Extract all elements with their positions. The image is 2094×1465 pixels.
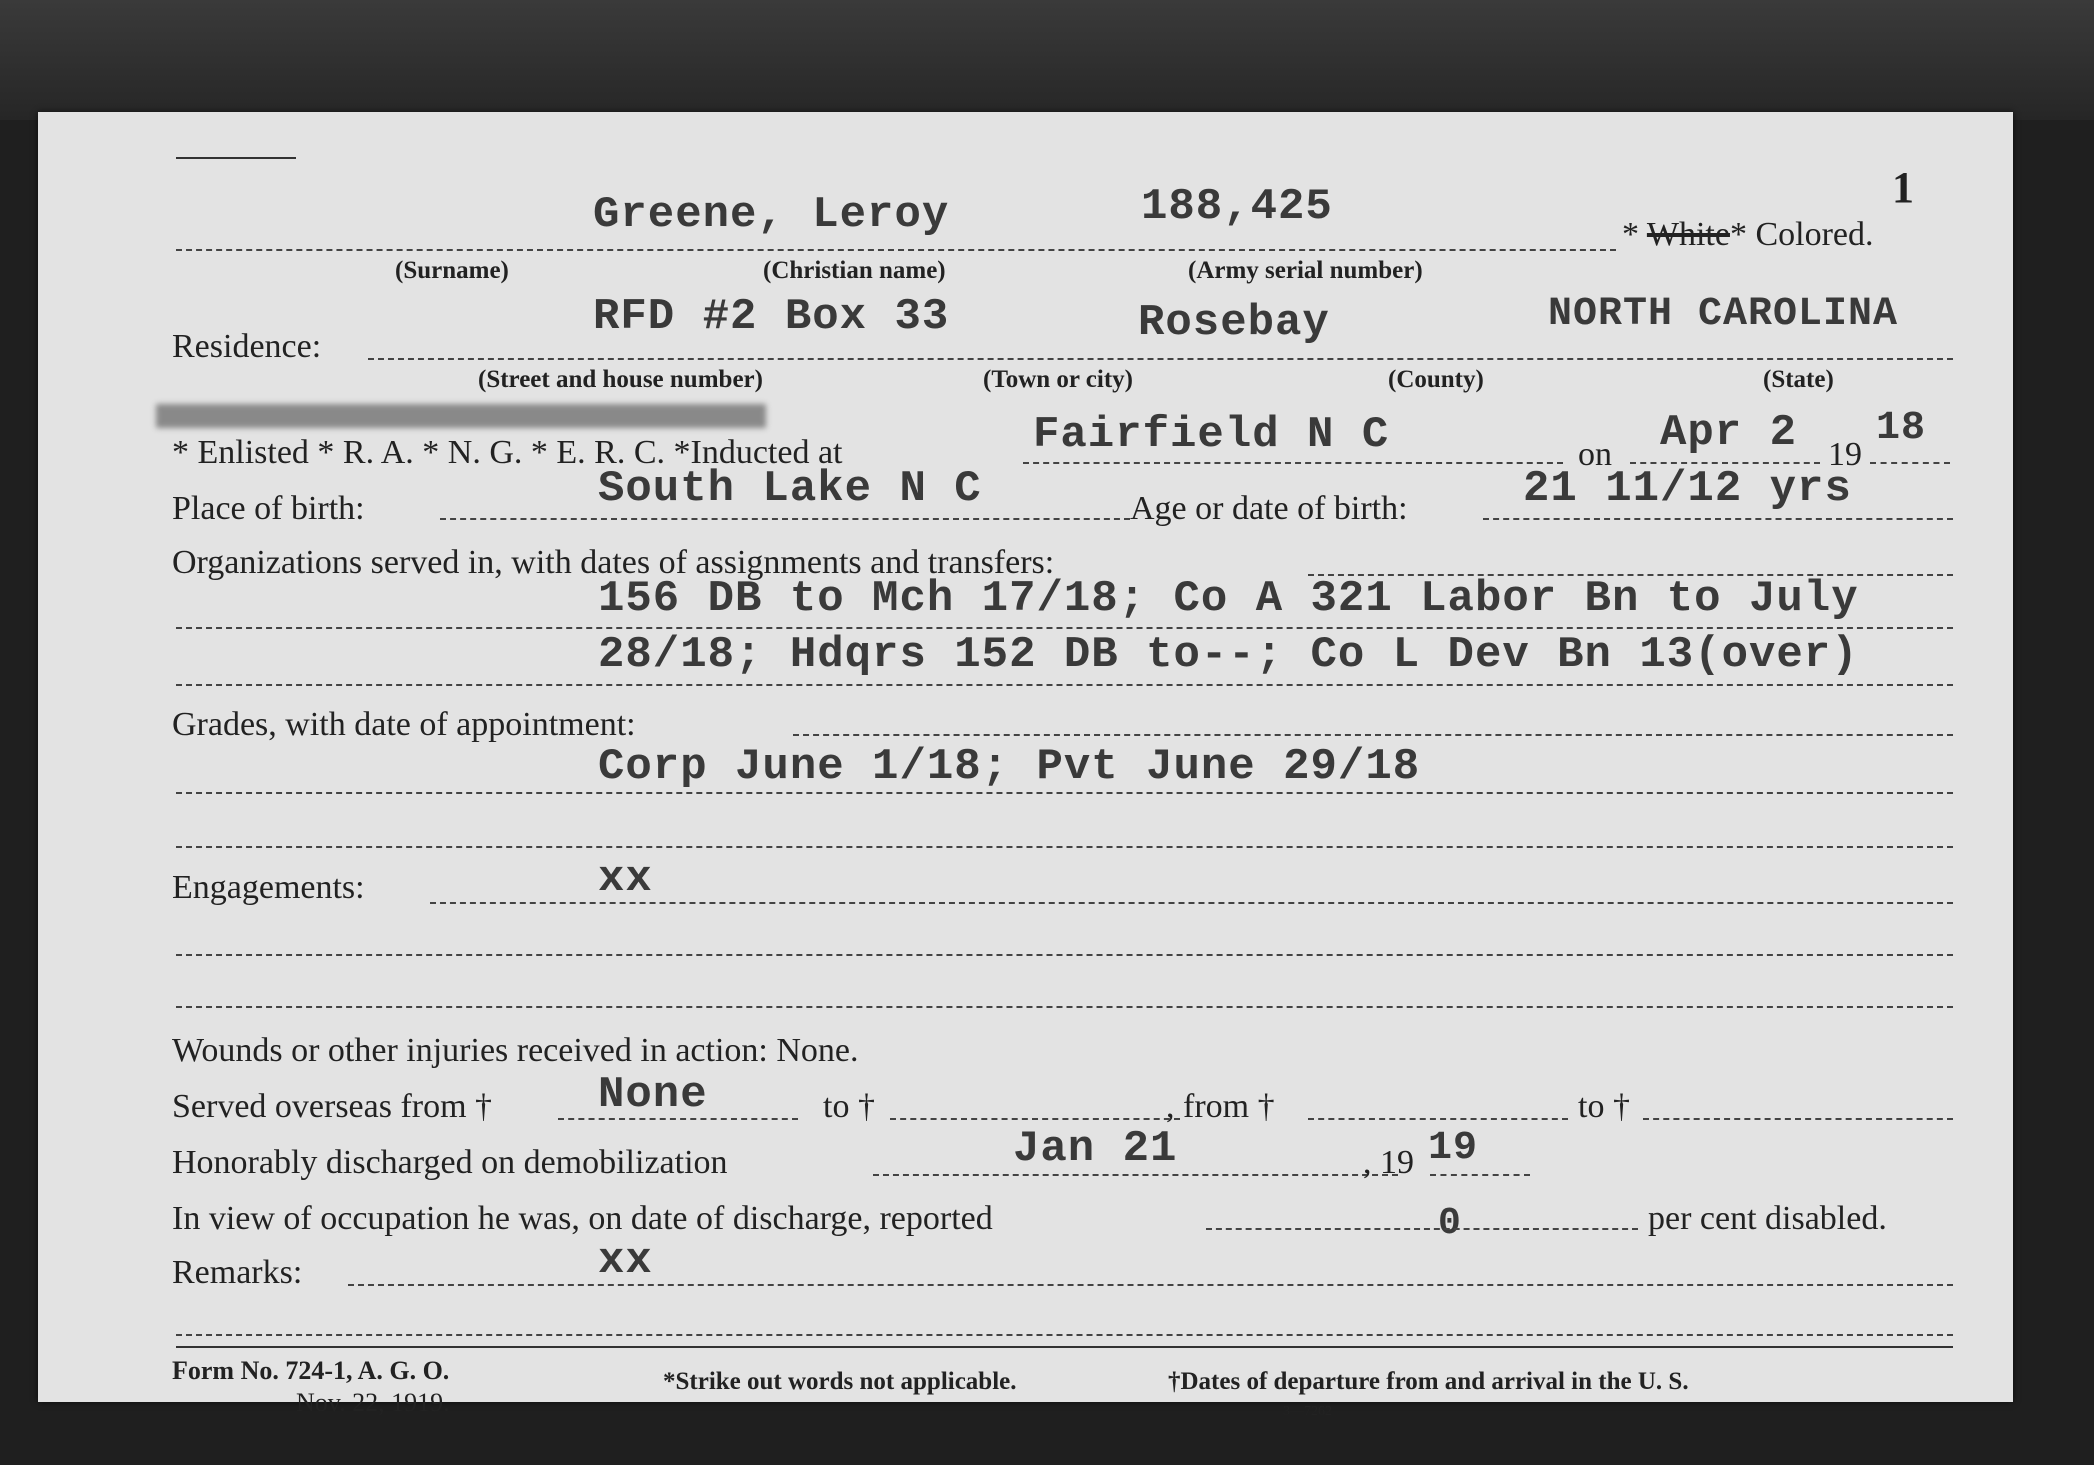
disability-label: In view of occupation he was, on date of discharge, reported	[172, 1200, 993, 1237]
organizations-line-2: 28/18; Hdqrs 152 DB to--; Co L Dev Bn 13(over)	[598, 630, 1859, 680]
place-of-birth-line	[440, 518, 1130, 520]
caption-county: (County)	[1388, 366, 1484, 393]
engagements-line	[430, 902, 1953, 904]
remarks-line	[348, 1284, 1953, 1286]
organizations-rule-1	[176, 627, 1953, 629]
discharge-date-value: Jan 21	[1013, 1124, 1178, 1174]
residence-state-value: NORTH CAROLINA	[1548, 292, 1899, 337]
form-number: Form No. 724-1, A. G. O.	[172, 1356, 450, 1385]
dates-note: †Dates of departure from and arrival in the U. S.	[1168, 1368, 1689, 1395]
scanner-background	[0, 0, 2094, 120]
grades-label-line	[793, 734, 1953, 736]
induction-date-value: Apr 2	[1660, 408, 1798, 458]
age-label: Age or date of birth:	[1130, 490, 1408, 527]
form-date: Nov. 22, 1919.	[296, 1388, 450, 1417]
engagements-label: Engagements:	[172, 869, 365, 906]
overseas-to-label: to †	[823, 1088, 875, 1125]
race-white-struck: White	[1646, 216, 1730, 253]
caption-surname: (Surname)	[395, 257, 509, 284]
age-value: 21 11/12 yrs	[1523, 464, 1852, 514]
engagements-rule-2	[176, 1006, 1953, 1008]
enlistment-label: * Enlisted * R. A. * N. G. * E. R. C. *Inducted at	[172, 434, 843, 471]
overseas-from2-label: , from †	[1166, 1088, 1275, 1125]
grades-rule-1	[176, 792, 1953, 794]
remarks-value: xx	[598, 1236, 653, 1286]
remarks-label: Remarks:	[172, 1254, 303, 1291]
discharge-label: Honorably discharged on demobilization	[172, 1144, 728, 1181]
disability-suffix: per cent disabled.	[1648, 1200, 1887, 1237]
disability-value: 0	[1438, 1202, 1462, 1245]
name-line	[176, 249, 1616, 251]
organizations-line-1: 156 DB to Mch 17/18; Co A 321 Labor Bn to July	[598, 574, 1859, 624]
engagements-value: xx	[598, 854, 653, 904]
inducted-at-line	[1023, 462, 1563, 464]
caption-town: (Town or city)	[983, 366, 1133, 393]
engagements-rule-1	[176, 954, 1953, 956]
grades-rule-2	[176, 846, 1953, 848]
overseas-from-value: None	[598, 1070, 708, 1120]
discharge-year-prefix: , 19	[1363, 1144, 1414, 1181]
organizations-label: Organizations served in, with dates of assignments and transfers:	[172, 544, 1055, 581]
discharge-date-line	[873, 1174, 1398, 1176]
caption-state: (State)	[1763, 366, 1834, 393]
place-of-birth-value: South Lake N C	[598, 464, 982, 514]
strike-out-note: *Strike out words not applicable.	[663, 1368, 1017, 1395]
overseas-from2-line	[1308, 1118, 1568, 1120]
print-code: 3—7262	[1283, 1404, 1332, 1419]
serial-number-value: 188,425	[1141, 182, 1333, 232]
service-record-card	[38, 112, 2013, 1419]
ink-smudge	[156, 404, 766, 428]
overseas-from-label: Served overseas from †	[172, 1088, 493, 1125]
caption-street: (Street and house number)	[478, 366, 763, 393]
discharge-year-suffix: 19	[1428, 1126, 1479, 1171]
card-number: 1	[1892, 163, 1914, 212]
remarks-rule-1	[176, 1334, 1953, 1336]
disability-line	[1206, 1228, 1638, 1230]
wounds-label: Wounds or other injuries received in action: None.	[172, 1032, 859, 1069]
top-rule	[176, 157, 296, 159]
caption-serial-number: (Army serial number)	[1188, 257, 1423, 284]
induction-year-line	[1870, 462, 1950, 464]
residence-label: Residence:	[172, 328, 322, 365]
surname-christian-value: Greene, Leroy	[593, 190, 950, 240]
overseas-to2-line	[1643, 1118, 1953, 1120]
grades-label: Grades, with date of appointment:	[172, 706, 636, 743]
discharge-year-line	[1430, 1174, 1530, 1176]
overseas-to-line	[890, 1118, 1180, 1120]
residence-street-value: RFD #2 Box 33	[593, 292, 950, 342]
grades-value: Corp June 1/18; Pvt June 29/18	[598, 742, 1421, 792]
race-colored: Colored.	[1755, 216, 1874, 253]
footer-rule	[176, 1346, 1953, 1348]
overseas-to2-label: to †	[1578, 1088, 1630, 1125]
place-of-birth-label: Place of birth:	[172, 490, 365, 527]
on-label: on	[1578, 436, 1612, 473]
induction-year-prefix: 19	[1828, 436, 1862, 473]
caption-christian-name: (Christian name)	[763, 257, 946, 284]
induction-year-suffix: 18	[1876, 406, 1927, 451]
race-options: * White* Colored.	[1622, 216, 1874, 253]
age-line	[1483, 518, 1953, 520]
organizations-rule-2	[176, 684, 1953, 686]
inducted-at-value: Fairfield N C	[1033, 410, 1390, 460]
overseas-from-line	[558, 1118, 798, 1120]
residence-line	[368, 358, 1953, 360]
residence-town-value: Rosebay	[1138, 298, 1330, 348]
